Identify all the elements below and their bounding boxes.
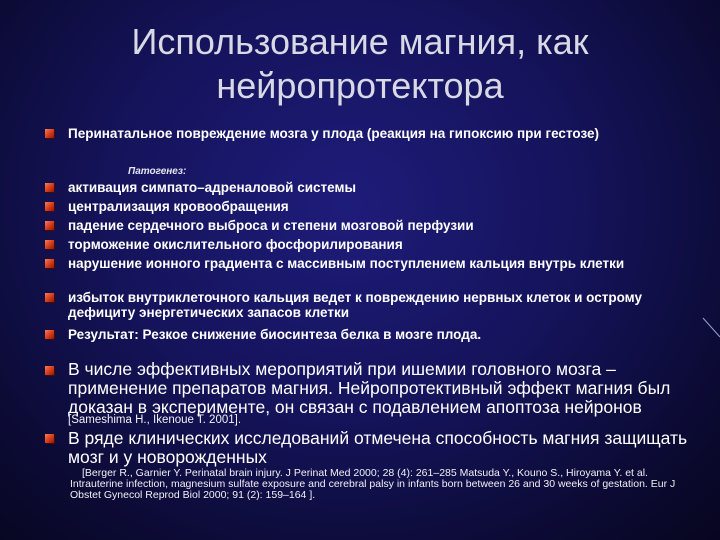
intro-text: Перинатальное повреждение мозга у плода (реакция на гипоксию при гестозе) (68, 126, 599, 141)
slide-title: Использование магния, как нейропротектора (131, 21, 589, 106)
bullet-icon (45, 259, 54, 268)
bullet-icon (45, 434, 54, 443)
bullet-icon (45, 202, 54, 211)
reference-text: [Sameshima H., Ikenoue T. 2001]. (68, 414, 242, 426)
result-text: Результат: Резкое снижение биосинтеза белка в мозге плода. (68, 327, 482, 342)
bullet-icon (45, 293, 54, 302)
pathogenesis-item: торможение окислительного фосфорилирования (68, 237, 403, 252)
bullet-icon (45, 183, 54, 192)
bullet-icon (45, 129, 54, 138)
pathogenesis-label: Патогенез: (128, 166, 187, 177)
pathogenesis-item: избыток внутриклеточного кальция ведет к повреждению нервных клеток и острому дефициту энергетических запасов клетки (68, 290, 642, 320)
pathogenesis-item: централизация кровообращения (68, 199, 289, 214)
bullet-icon (45, 240, 54, 249)
bullet-icon (45, 330, 54, 339)
magnesium-effect-text: В числе эффективных мероприятий при ишемии головного мозга – применение препаратов магния. Нейропротективный эффект магния был доказан в эксперименте, он связан с подавлением апоптоза нейронов (68, 359, 671, 417)
pathogenesis-item: нарушение ионного градиента с массивным поступлением кальция внутрь клетки (68, 256, 625, 271)
pathogenesis-item: падение сердечного выброса и степени мозговой перфузии (68, 218, 474, 233)
bullet-icon (45, 366, 54, 375)
reference-text: [Berger R., Garnier Y. Perinatal brain injury. J Perinat Med 2000; 28 (4): 261–285 Matsuda Y., Kouno S., Hiroyama Y. et al. Intrauterine infection, magnesium sulfate exposure and cerebral palsy in infants born between 26 and 30 weeks of gestation. Eur J Obstet Gynecol Reprod Biol 2000; 91 (2): 159–164 ]. (70, 467, 676, 501)
newborn-protection-text: В ряде клинических исследований отмечена способность магния защищать мозг и у новорожденных (68, 428, 688, 467)
bullet-icon (45, 221, 54, 230)
pathogenesis-item: активация симпато–адреналовой системы (68, 180, 357, 195)
